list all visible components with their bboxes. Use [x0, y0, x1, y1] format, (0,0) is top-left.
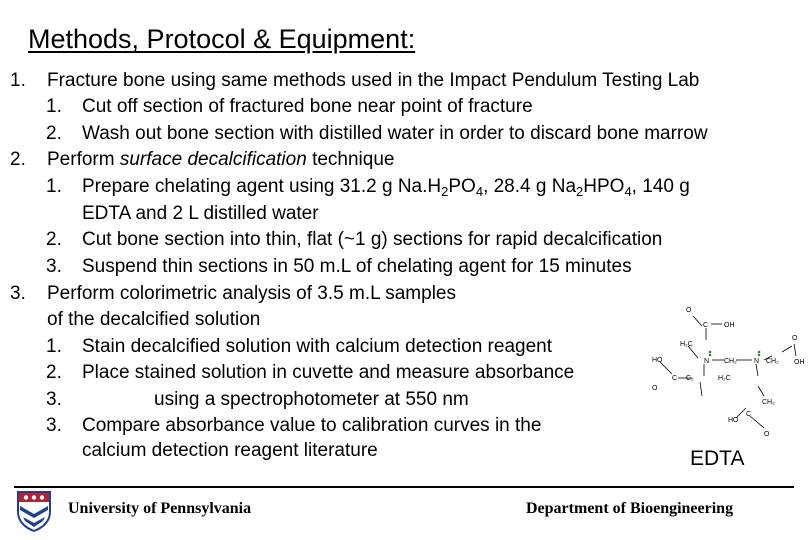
step-number: 3. — [46, 389, 62, 410]
step-1-1 — [46, 96, 533, 118]
formula-part: , 28.4 g Na — [483, 176, 577, 197]
footer-divider — [14, 486, 794, 488]
step-3-2 — [46, 362, 575, 384]
bond-lines — [660, 316, 796, 428]
step-text-emphasis: surface decalcification — [119, 149, 307, 170]
edta-structure-diagram — [646, 300, 808, 442]
step-number: 1. — [46, 96, 62, 117]
step-text: Fracture bone using same methods used in the Impact Pendulum Testing Lab — [47, 70, 700, 91]
methylene-group: CH₂ — [766, 358, 779, 365]
formula-part: PO — [448, 176, 476, 197]
step-text: Stain decalcified solution with calcium detection reagent — [82, 336, 552, 357]
figure-caption: EDTA — [690, 447, 745, 470]
formula-part: Prepare chelating agent using 31.2 g Na.H — [82, 176, 442, 197]
step-number: 1. — [46, 176, 62, 197]
formula-part: , 140 g — [631, 176, 690, 197]
methylene-group: H₂C — [718, 375, 731, 382]
subscript: 2 — [441, 184, 449, 199]
nitrogen-atom: N — [754, 358, 760, 365]
step-text-suffix: technique — [306, 149, 395, 170]
step-number: 1. — [10, 70, 26, 91]
footer-department-name: Department of Bioengineering — [526, 500, 734, 517]
step-number: 2. — [46, 123, 62, 144]
step-text: Suspend thin sections in 50 m.L of chelating agent for 15 minutes — [82, 256, 632, 277]
formula-part: HPO — [583, 176, 625, 197]
step-text: Cut off section of fractured bone near point of fracture — [82, 96, 533, 117]
oxygen-atom: O — [764, 431, 770, 438]
step-3-3 — [46, 389, 469, 411]
step-text: Place stained solution in cuvette and measure absorbance — [82, 362, 575, 383]
step-text: Perform colorimetric analysis of 3.5 m.L samples — [47, 283, 456, 304]
oxygen-atom: O — [652, 385, 658, 392]
step-number: 2. — [46, 229, 62, 250]
step-text: Cut bone section into thin, flat (~1 g) sections for rapid decalcification — [82, 229, 663, 250]
step-1 — [10, 70, 700, 92]
carbon-atom: C — [703, 322, 709, 329]
oxygen-atom: O — [792, 335, 798, 342]
step-2-2 — [46, 229, 663, 251]
step-text — [82, 176, 690, 198]
step-text-prefix: Perform — [47, 149, 120, 170]
step-text: Compare absorbance value to calibration curves in the — [82, 415, 542, 436]
step-2-3 — [46, 256, 632, 278]
oxygen-atom: O — [686, 307, 692, 314]
hydroxyl-group: HO — [652, 357, 663, 364]
step-number: 2. — [10, 149, 26, 170]
step-number: 3. — [46, 415, 62, 436]
step-1-2 — [46, 123, 708, 145]
step-number: 3. — [46, 256, 62, 277]
step-text: using a spectrophotometer at 550 nm — [154, 389, 469, 410]
step-number: 1. — [46, 336, 62, 357]
step-3-4-continuation: calcium detection reagent literature — [82, 440, 378, 461]
page-title: Methods, Protocol & Equipment: — [28, 24, 416, 54]
subscript: 4 — [624, 184, 632, 199]
methylene-group: H₂C — [680, 341, 693, 348]
university-shield-icon — [16, 490, 52, 532]
carbon-atom: C — [746, 411, 752, 418]
step-text — [47, 149, 394, 171]
subscript: 2 — [576, 184, 584, 199]
methylene-group: C₂ — [686, 375, 694, 382]
step-3 — [10, 283, 456, 305]
step-number: 2. — [46, 362, 62, 383]
methylene-group: CH₂ — [762, 399, 775, 406]
step-number: 3. — [10, 283, 26, 304]
nitrogen-atom: N — [704, 358, 710, 365]
carbon-atom: C — [672, 375, 678, 382]
footer-university-name: University of Pennsylvania — [68, 500, 252, 517]
methylene-group: CH₂ — [724, 358, 737, 365]
step-text: Wash out bone section with distilled water in order to discard bone marrow — [82, 123, 708, 144]
step-2-1-continuation: EDTA and 2 L distilled water — [82, 203, 319, 224]
hydroxyl-group: OH — [794, 359, 805, 366]
step-3-continuation: of the decalcified solution — [47, 309, 261, 330]
step-2 — [10, 149, 395, 171]
step-2-1 — [46, 176, 690, 199]
step-3-1 — [46, 336, 552, 358]
subscript: 4 — [475, 184, 484, 199]
lone-pair-dots — [709, 351, 761, 357]
hydroxyl-group: HO — [728, 417, 739, 424]
step-3-4 — [46, 415, 542, 437]
hydroxyl-group: OH — [724, 322, 735, 329]
